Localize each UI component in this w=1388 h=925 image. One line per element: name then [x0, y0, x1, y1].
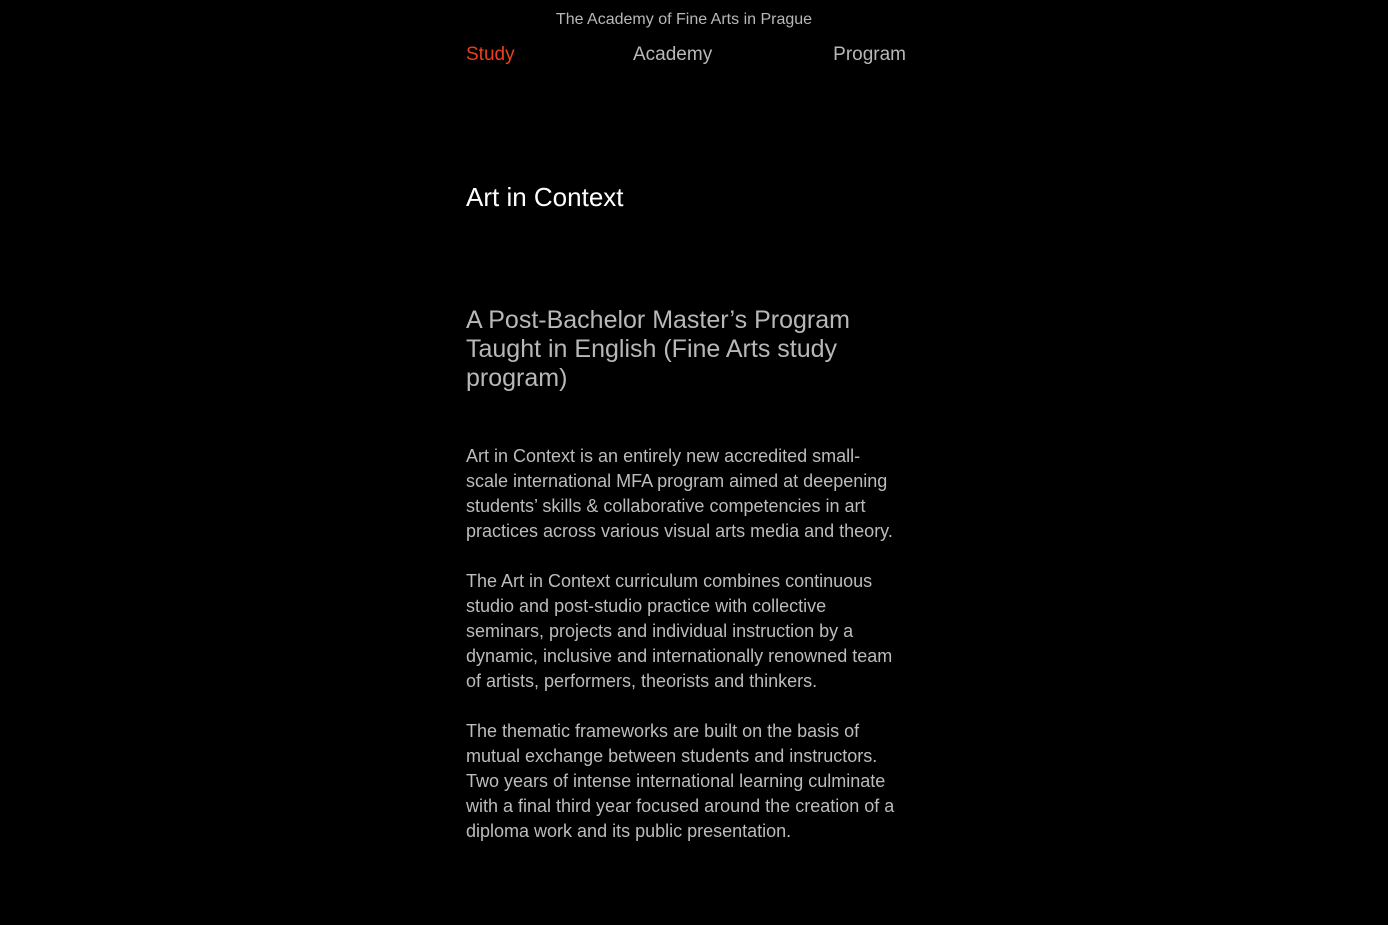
page-subtitle: A Post-Bachelor Master’s Program Taught in English (Fine Arts study program): [466, 306, 850, 392]
nav-item-program[interactable]: Program: [833, 44, 906, 65]
nav-item-academy[interactable]: Academy: [633, 44, 713, 65]
main-nav: [466, 44, 906, 70]
page-title: Art in Context: [466, 182, 624, 212]
nav-item-study[interactable]: Study: [466, 44, 515, 65]
intro-text: [466, 444, 902, 869]
site-title[interactable]: The Academy of Fine Arts in Prague: [555, 11, 813, 28]
intro-paragraph: Art in Context is an entirely new accredited small-scale international MFA program aimed at deepening students’ skills & collaborative competencies in art practices across various visual arts media and theory.: [466, 446, 893, 541]
curriculum-paragraph: The Art in Context curriculum combines continuous studio and post-studio practice with collective seminars, projects and individual instruction by a dynamic, inclusive and internationally renowned team of artists, performers, theorists and thinkers.: [466, 571, 893, 691]
frameworks-paragraph: The thematic frameworks are built on the basis of mutual exchange between students and instructors. Two years of intense international learning culminate with a final third year focused around the creation of a diploma work and its public presentation.: [466, 721, 895, 841]
